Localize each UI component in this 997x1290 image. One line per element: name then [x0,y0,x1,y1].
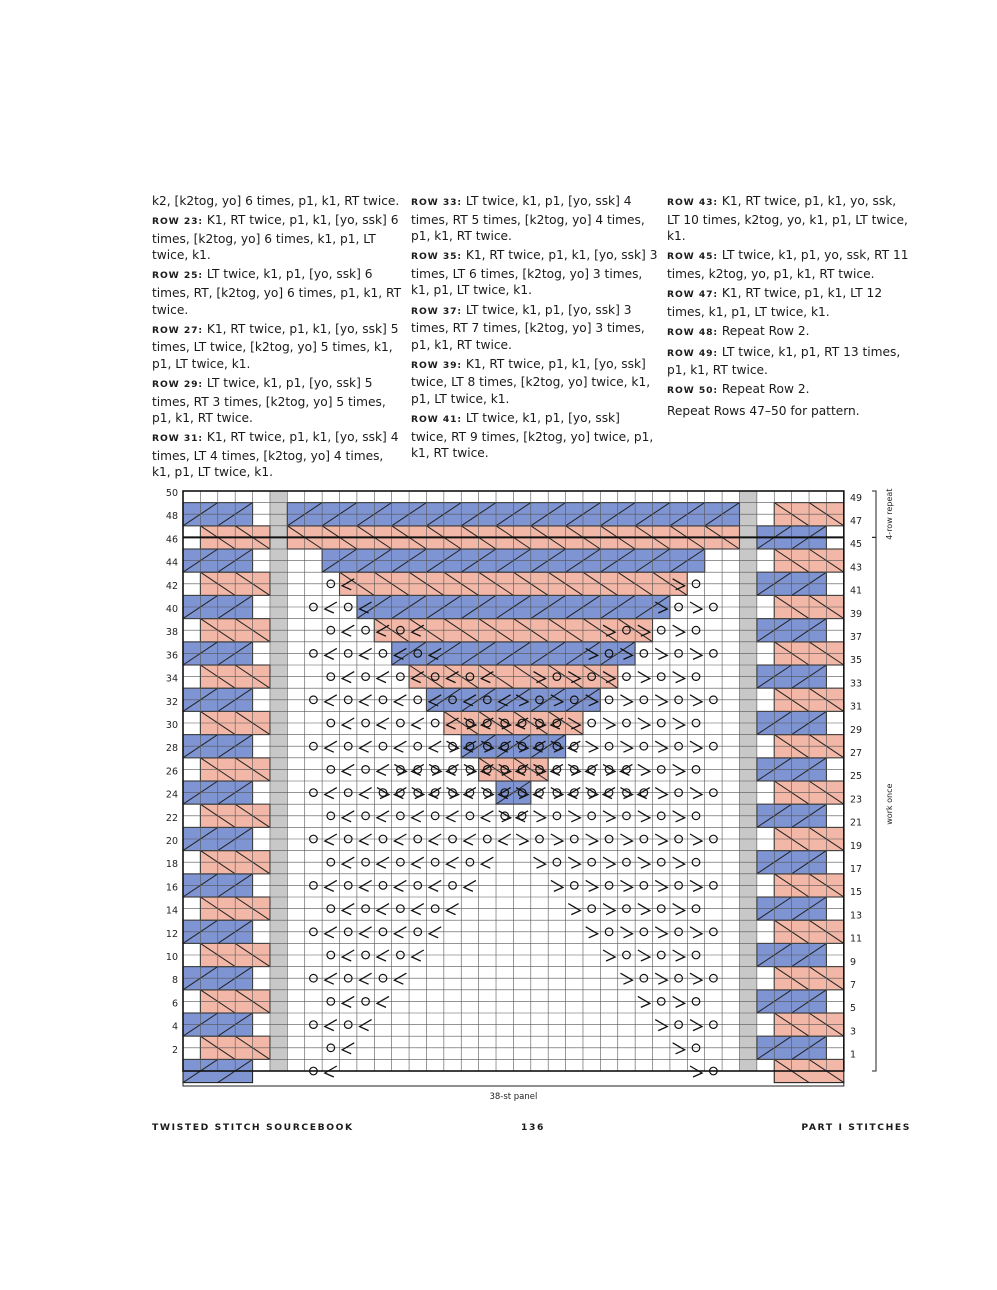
odd-row-number: 31 [850,701,863,713]
row-instruction: K1, RT twice, p1, k1, [yo, ssk] 6 times, [k2tog, yo] 6 times, k1, p1, LT twice, k1. [152,213,399,263]
even-row-number: 10 [165,952,178,963]
ssk-symbol [429,927,441,938]
even-row-number: 40 [165,604,178,615]
even-row-number: 46 [165,534,178,546]
ssk-symbol [325,973,337,984]
k2tog-symbol [638,718,650,729]
k2tog-symbol [603,950,615,961]
row-instruction: K1, RT twice, p1, k1, LT 12 times, k1, p1, LT twice, k1. [667,285,883,319]
k2tog-symbol [638,672,650,683]
odd-row-number: 3 [850,1026,857,1038]
row-instruction: K1, RT twice, p1, k1, [yo, ssk] 4 times, LT 4 times, [k2tog, yo] 4 times, k1, p1, LT twice, k1. [152,430,399,480]
even-row-number: 48 [165,511,178,523]
k2tog-symbol [551,880,563,891]
k2tog-symbol [638,996,650,1007]
even-row-number: 32 [165,696,178,708]
k2tog-symbol [690,602,702,613]
even-row-number: 8 [171,975,178,987]
row-instruction: Repeat Row 2. [721,323,810,338]
ssk-symbol [377,672,389,683]
k2tog-symbol [655,1020,667,1031]
k2tog-symbol [673,904,685,915]
work-once-bracket [872,537,876,1071]
ssk-symbol [429,880,441,891]
row-instruction: LT twice, k1, p1, yo, ssk, RT 11 times, k2tog, yo, p1, k1, RT twice. [667,248,909,281]
ssk-symbol [377,718,389,729]
book-title: TWISTED STITCH SOURCEBOOK [152,1122,354,1133]
row-instruction: Repeat Row 2. [721,382,810,397]
even-row-number: 44 [165,557,178,569]
ssk-symbol [325,648,337,659]
ssk-symbol [325,741,337,752]
ssk-symbol [342,811,354,822]
ssk-symbol [447,811,459,822]
ssk-symbol [360,1020,372,1031]
ssk-symbol [342,904,354,915]
k2tog-symbol [586,880,598,891]
odd-row-number: 17 [850,864,863,875]
k2tog-symbol [638,764,650,775]
even-row-number: 36 [165,650,178,662]
k2tog-symbol [516,834,528,845]
row-label: ROW 48: [667,326,718,338]
odd-row-number: 41 [850,585,863,597]
k2tog-symbol [673,718,685,729]
ssk-symbol [412,950,424,961]
row-label: ROW 27: [152,324,203,336]
ssk-symbol [325,1020,337,1031]
page-number: 136 [521,1122,545,1133]
row-instruction: Repeat Rows 47–50 for pattern. [667,403,860,418]
k2tog-symbol [533,857,545,868]
k2tog-symbol [690,834,702,845]
even-row-number: 34 [165,673,178,685]
ssk-symbol [360,695,372,706]
ssk-symbol [394,927,406,938]
row-label: ROW 33: [411,197,462,208]
row-instruction: K1, RT twice, p1, k1, [yo, ssk] 5 times, LT twice, [k2tog, yo] 5 times, k1, p1, LT twice, k1. [152,321,399,371]
panel-bracket [183,1081,844,1086]
row-label: ROW 50: [667,385,718,397]
odd-row-number: 29 [850,724,863,736]
even-row-number: 14 [165,905,178,917]
k2tog-symbol [586,741,598,752]
odd-row-number: 27 [850,748,863,759]
ssk-symbol [360,880,372,891]
odd-row-number: 19 [850,840,863,852]
k2tog-symbol [673,857,685,868]
k2tog-symbol [655,834,667,845]
odd-row-number: 9 [850,956,857,968]
ssk-symbol [342,672,354,683]
even-row-number: 20 [165,836,178,847]
ssk-symbol [325,788,337,799]
odd-row-number: 1 [850,1049,857,1061]
ssk-symbol [325,602,337,613]
odd-row-number: 5 [850,1003,857,1015]
row-instruction: LT twice, k1, p1, [yo, ssk] 4 times, RT 5 times, [k2tog, yo] 4 times, p1, k1, RT twice. [411,194,645,244]
ssk-symbol [499,834,511,845]
ssk-symbol [360,927,372,938]
row-instruction: K1, RT twice, p1, k1, [yo, ssk] 3 times, LT 6 times, [k2tog, yo] 3 times, k1, p1, LT twice, k1. [411,248,658,298]
odd-row-number: 37 [850,632,863,643]
k2tog-symbol [551,834,563,845]
ssk-symbol [412,811,424,822]
even-row-number: 18 [165,859,178,871]
k2tog-symbol [638,811,650,822]
k2tog-symbol [620,973,632,984]
k2tog-symbol [638,950,650,961]
ssk-symbol [429,741,441,752]
k2tog-symbol [655,741,667,752]
k2tog-symbol [568,811,580,822]
k2tog-symbol [655,927,667,938]
odd-row-number: 7 [850,980,857,991]
ssk-symbol [394,695,406,706]
ssk-symbol [360,973,372,984]
k2tog-symbol [603,904,615,915]
row-label: ROW 37: [411,305,462,317]
ssk-symbol [377,996,389,1007]
row-instruction: LT twice, k1, p1, [yo, ssk] 6 times, RT, [k2tog, yo] 6 times, p1, k1, RT twice. [152,267,402,317]
ssk-symbol [412,857,424,868]
repeat-bracket [872,491,876,537]
panel-label: 38-st panel [489,1092,538,1102]
odd-row-number: 39 [850,608,863,620]
k2tog-symbol [638,904,650,915]
k2tog-symbol [655,695,667,706]
odd-row-number: 23 [850,794,863,806]
even-row-number: 2 [171,1044,178,1056]
ssk-symbol [377,764,389,775]
odd-row-number: 13 [850,910,863,922]
row-label: ROW 47: [667,288,718,300]
row-label: ROW 43: [667,197,718,208]
row-label: ROW 41: [411,414,462,426]
k2tog-symbol [690,695,702,706]
repeat-label: 4-row repeat [885,488,894,540]
ssk-symbol [394,880,406,891]
row-instruction: LT twice, k1, p1, [yo, ssk] 5 times, RT 3 times, [k2tog, yo] 5 times, p1, k1, RT twice. [152,375,386,426]
odd-row-number: 21 [850,817,863,829]
odd-row-number: 15 [850,887,863,899]
even-row-number: 16 [165,882,178,894]
k2tog-symbol [568,857,580,868]
even-row-number: 4 [171,1021,178,1033]
ssk-symbol [342,764,354,775]
ssk-symbol [377,950,389,961]
odd-row-number: 49 [850,492,863,504]
k2tog-symbol [655,648,667,659]
row-label: ROW 25: [152,270,203,282]
odd-row-number: 25 [850,771,863,783]
ssk-symbol [429,834,441,845]
ssk-symbol [342,996,354,1007]
ssk-symbol [447,904,459,915]
row-label: ROW 39: [411,359,462,371]
k2tog-symbol [690,927,702,938]
k2tog-symbol [603,811,615,822]
row-label: ROW 29: [152,378,203,390]
ssk-symbol [481,857,493,868]
even-row-number: 26 [165,766,178,778]
ssk-symbol [342,950,354,961]
odd-row-number: 43 [850,562,863,574]
even-row-number: 22 [165,812,178,824]
ssk-symbol [342,718,354,729]
k2tog-symbol [533,811,545,822]
k2tog-symbol [673,625,685,636]
even-row-number: 42 [165,580,178,592]
ssk-symbol [464,880,476,891]
row-label: ROW 45: [667,251,718,263]
row-label: ROW 31: [152,433,203,445]
row-label: ROW 23: [152,216,203,228]
ssk-symbol [360,788,372,799]
ssk-symbol [464,834,476,845]
k2tog-symbol [690,880,702,891]
k2tog-symbol [673,811,685,822]
k2tog-symbol [568,904,580,915]
odd-row-number: 33 [850,678,863,690]
ssk-symbol [377,904,389,915]
row-instruction: K1, RT twice, p1, k1, yo, ssk, LT 10 times, k2tog, yo, k1, p1, LT twice, k1. [667,194,908,244]
row-label: ROW 49: [667,347,718,359]
ssk-symbol [342,857,354,868]
even-row-number: 24 [165,789,178,801]
odd-row-number: 45 [850,539,863,551]
ssk-symbol [325,927,337,938]
k2tog-symbol [586,927,598,938]
ssk-symbol [481,811,493,822]
k2tog-symbol [690,788,702,799]
row-label: ROW 35: [411,251,462,263]
ssk-symbol [394,973,406,984]
k2tog-symbol [690,1020,702,1031]
k2tog-symbol [690,973,702,984]
ssk-symbol [360,834,372,845]
ssk-symbol [412,904,424,915]
row-instruction: LT twice, k1, p1, [yo, ssk] 3 times, RT 7 times, [k2tog, yo] 3 times, p1, k1, RT twice. [411,302,645,352]
even-row-number: 6 [171,998,178,1010]
ssk-symbol [360,648,372,659]
ssk-symbol [394,834,406,845]
ssk-symbol [325,695,337,706]
section-name: PART I STITCHES [801,1122,911,1133]
ssk-symbol [342,1043,354,1054]
k2tog-symbol [673,996,685,1007]
ssk-symbol [360,741,372,752]
ssk-symbol [325,880,337,891]
row-instruction: k2, [k2tog, yo] 6 times, p1, k1, RT twice. [152,194,400,208]
k2tog-symbol [620,834,632,845]
k2tog-symbol [673,1043,685,1054]
k2tog-symbol [673,764,685,775]
even-row-number: 12 [165,928,178,940]
k2tog-symbol [690,741,702,752]
k2tog-symbol [603,857,615,868]
k2tog-symbol [603,718,615,729]
ssk-symbol [342,625,354,636]
even-row-number: 30 [165,720,178,731]
k2tog-symbol [655,788,667,799]
work-once-label: work once [885,783,894,825]
k2tog-symbol [673,950,685,961]
ssk-symbol [377,857,389,868]
even-row-number: 50 [165,488,178,499]
k2tog-symbol [655,880,667,891]
ssk-symbol [325,834,337,845]
k2tog-symbol [690,648,702,659]
ssk-symbol [447,857,459,868]
ssk-symbol [412,718,424,729]
odd-row-number: 47 [850,516,863,527]
row-instruction: LT twice, k1, p1, RT 13 times, p1, k1, RT twice. [667,344,901,378]
ssk-symbol [377,811,389,822]
row-instruction: K1, RT twice, p1, k1, [yo, ssk] twice, LT 8 times, [k2tog, yo] twice, k1, p1, LT twice, k1. [411,356,651,407]
odd-row-number: 11 [850,933,863,945]
even-row-number: 38 [165,627,178,639]
k2tog-symbol [586,834,598,845]
even-row-number: 28 [165,743,178,755]
k2tog-symbol [655,973,667,984]
k2tog-symbol [638,857,650,868]
k2tog-symbol [620,695,632,706]
k2tog-symbol [620,880,632,891]
odd-row-number: 35 [850,655,863,667]
ssk-symbol [394,741,406,752]
row-instruction: LT twice, k1, p1, [yo, ssk] twice, RT 9 times, [k2tog, yo] twice, p1, k1, RT twice. [411,411,654,461]
k2tog-symbol [673,672,685,683]
k2tog-symbol [620,927,632,938]
k2tog-symbol [620,741,632,752]
